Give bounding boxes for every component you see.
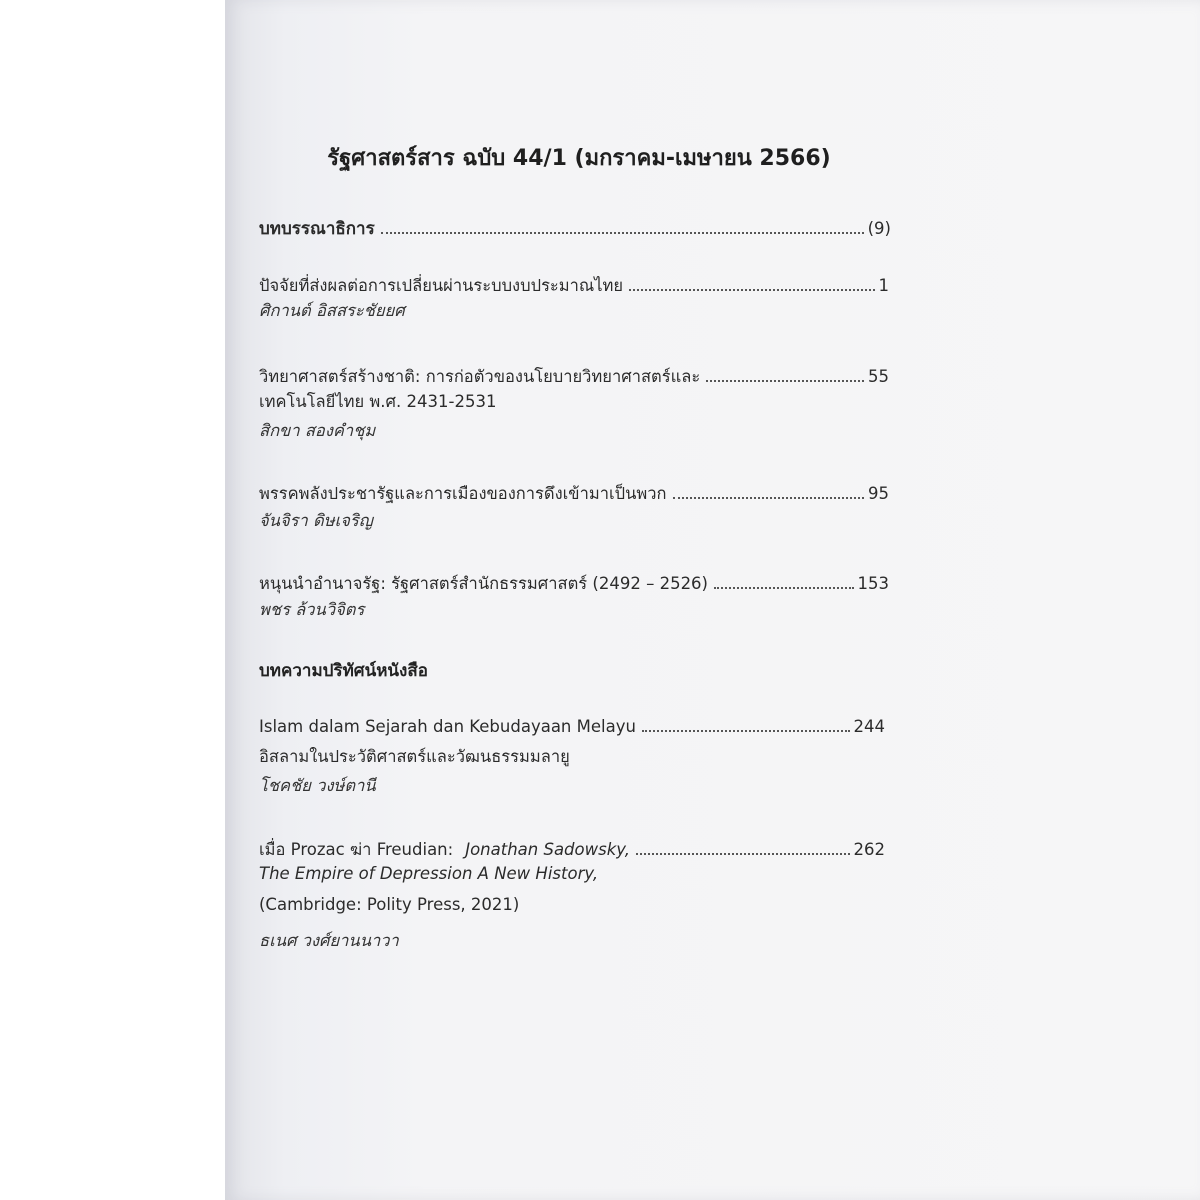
- review-title-author-italic: Jonathan Sadowsky,: [465, 840, 631, 859]
- toc-entry-article-4: [259, 571, 889, 597]
- dot-leader: [629, 289, 874, 291]
- article-title-continued: เทคโนโลยีไทย พ.ศ. 2431-2531: [259, 392, 497, 411]
- article-author: พชร ล้วนวิจิตร: [259, 600, 365, 619]
- dot-leader: [673, 497, 864, 499]
- article-author: สิกขา สองคำชุม: [259, 421, 376, 440]
- article-title: วิทยาศาสตร์สร้างชาติ: การก่อตัวของนโยบายวิทยาศาสตร์และ: [259, 367, 701, 386]
- page-number: (9): [867, 219, 891, 238]
- review-publication-info: (Cambridge: Polity Press, 2021): [259, 895, 520, 914]
- review-author: โชคชัย วงษ์ตานี: [259, 776, 376, 795]
- article-author: จันจิรา ดิษเจริญ: [259, 511, 373, 530]
- page-title: รัฐศาสตร์สาร ฉบับ 44/1 (มกราคม-เมษายน 2566): [327, 146, 831, 171]
- toc-entry-review-2: [259, 837, 885, 863]
- review-title-prefix: เมื่อ Prozac ฆ่า Freudian:: [259, 840, 454, 859]
- review-title: Islam dalam Sejarah dan Kebudayaan Melayu: [259, 717, 636, 736]
- page-number: 55: [868, 367, 889, 386]
- article-title: ปัจจัยที่ส่งผลต่อการเปลี่ยนผ่านระบบงบประมาณไทย: [259, 276, 624, 295]
- review-author: ธเนศ วงศ์ยานนาวา: [259, 931, 399, 950]
- toc-entry-article-2: [259, 364, 889, 390]
- page-number: 262: [853, 840, 885, 859]
- page-number: 244: [853, 717, 885, 736]
- book-page: [225, 0, 1200, 1200]
- article-author: ศิกานต์ อิสสระชัยยศ: [259, 301, 405, 320]
- dot-leader: [714, 587, 854, 589]
- toc-entry-article-1: [259, 273, 889, 299]
- review-title-continued: อิสลามในประวัติศาสตร์และวัฒนธรรมมลายู: [259, 747, 570, 766]
- section-heading-book-reviews: บทความปริทัศน์หนังสือ: [259, 661, 428, 681]
- toc-entry-editorial: [259, 215, 891, 242]
- dot-leader: [636, 853, 849, 855]
- review-book-title-italic: The Empire of Depression A New History,: [259, 864, 599, 883]
- toc-entry-article-3: [259, 481, 889, 507]
- page-number: 95: [868, 484, 889, 503]
- editorial-label: บทบรรณาธิการ: [259, 219, 375, 239]
- page-number: 153: [857, 574, 889, 593]
- dot-leader: [706, 380, 864, 382]
- dot-leader: [642, 730, 850, 732]
- dot-leader: [381, 232, 864, 234]
- article-title: พรรคพลังประชารัฐและการเมืองของการดึงเข้ามาเป็นพวก: [259, 484, 667, 503]
- article-title: หนุนนำอำนาจรัฐ: รัฐศาสตร์สำนักธรรมศาสตร์ (2492 – 2526): [259, 574, 708, 593]
- toc-entry-review-1: [259, 717, 885, 736]
- page-number: 1: [878, 276, 889, 295]
